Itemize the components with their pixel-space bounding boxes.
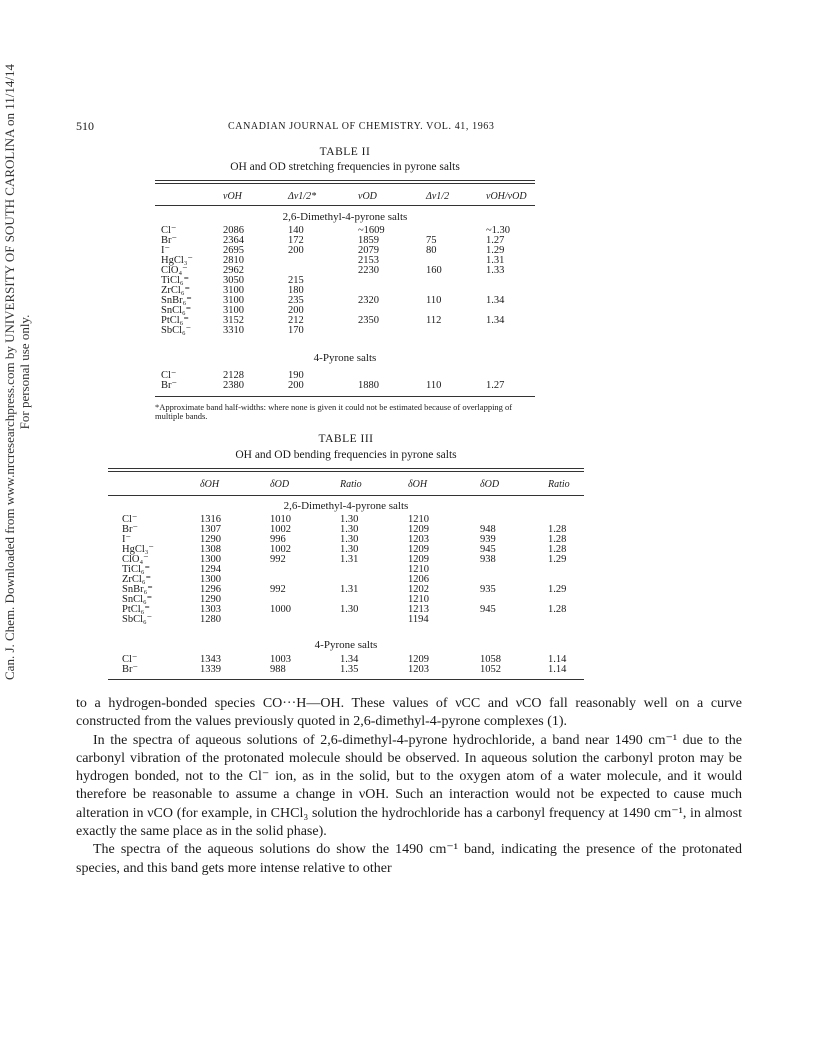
table-cell: 1290 [200,594,221,605]
row-label: SnBr₆⁼ [122,584,153,595]
table-cell: 1.33 [486,265,505,276]
table-cell: 1294 [200,564,221,575]
table-row [161,246,535,256]
table2-section-pyrone: 4-Pyrone salts [313,352,377,364]
table-row [161,256,535,266]
table2-col-header: νOD [358,191,377,202]
table-row [161,381,535,391]
table-cell [340,615,408,625]
table3-top-rule [108,468,584,472]
table-cell: 3152 [223,315,244,326]
table-cell: 1.29 [548,554,567,565]
row-label: Cl⁻ [122,514,138,525]
table-cell: 1052 [480,664,501,675]
table-cell: 200 [288,305,304,316]
table-cell: 988 [270,664,286,675]
table-cell: 1203 [408,664,429,675]
table2-title: TABLE II [319,146,371,158]
paragraph: to a hydrogen-bonded species CO···H—OH. These values of νCC and νCO fall reasonably well on a curve constructed from the values previously quoted in 2,6-dimethyl-4-pyrone complexes (1). [76,696,742,730]
table-cell: 1300 [200,554,221,565]
table-cell: 1213 [408,604,429,615]
table-cell: 1316 [200,514,221,525]
row-label: ZrCl₆⁼ [161,285,191,296]
row-label: SnBr₆⁼ [161,295,192,306]
table-cell: 1210 [408,594,429,605]
table-cell: 938 [480,554,496,565]
row-label: PtCl₆⁼ [161,315,189,326]
table3-caption: OH and OD bending frequencies in pyrone salts [235,449,457,461]
table3-body-2 [122,655,584,675]
table-cell: 1296 [200,584,221,595]
row-label: Cl⁻ [161,370,177,381]
table-cell [480,615,548,625]
table-row [122,605,584,615]
watermark-line-1: Can. J. Chem. Downloaded from www.nrcresearchpress.com by UNIVERSITY OF SOUTH CAROLINA on 11/14/14 [2,64,17,680]
table-cell: 140 [288,225,304,236]
table-cell: 1880 [358,380,379,391]
row-label: SnCl₆⁼ [161,305,192,316]
row-label: Br⁻ [122,524,139,535]
table-row [161,276,535,286]
row-label: SnCl₆⁼ [122,594,153,605]
table-cell: 1.31 [340,584,359,595]
running-head: CANADIAN JOURNAL OF CHEMISTRY. VOL. 41, 1963 [228,121,495,132]
table3-bottom-rule [108,679,584,680]
table-row [122,615,584,625]
table-cell: 1339 [200,664,221,675]
paragraph: The spectra of the aqueous solutions do show the 1490 cm⁻¹ band, indicating the presence of the protonated species, and this band gets more intense relative to other [76,842,742,876]
table-cell: 2086 [223,225,244,236]
table3-header-rule [108,495,584,496]
table-cell: 935 [480,584,496,595]
table-cell: 2695 [223,245,244,256]
table2-body-1 [161,226,535,336]
table-cell: 110 [426,380,442,391]
table-cell: 1209 [408,544,429,555]
table-cell: 1003 [270,654,291,665]
table-row [161,296,535,306]
table-cell [288,256,358,266]
table2-caption: OH and OD stretching frequencies in pyrone salts [230,161,460,173]
table-cell: 112 [426,315,442,326]
table-cell [486,326,535,336]
body-text [76,695,742,878]
row-label: ClO₄⁻ [161,265,188,276]
table-row [161,306,535,316]
table-row [122,585,584,595]
table2-footnote: *Approximate band half-widths: where none is given it could not be estimated because of overlapping of multiple bands. [155,402,513,421]
table-cell: 2320 [358,295,379,306]
table-cell: 1.14 [548,664,567,675]
table-cell: 945 [480,544,496,555]
table-cell [480,565,548,575]
row-label: SbCl₆⁻ [161,325,192,336]
table-cell: 75 [426,235,437,246]
table-row [161,236,535,246]
table-row [122,665,584,675]
table-cell: 1203 [408,534,429,545]
table2-col-header: Δν1/2* [288,191,317,202]
table-cell: 948 [480,524,496,535]
table-cell: 1.28 [548,604,567,615]
row-label: I⁻ [161,245,171,256]
table-cell [486,276,535,286]
table3-section-dimethyl: 2,6-Dimethyl-4-pyrone salts [283,500,409,512]
table-cell: 1280 [200,614,221,625]
table-cell: 1300 [200,574,221,585]
row-label: Cl⁻ [122,654,138,665]
table-cell: 1.30 [340,524,359,535]
row-label: ZrCl₆⁼ [122,574,152,585]
table-cell: 1.31 [340,554,359,565]
table2-bottom-rule [155,396,535,397]
table-cell: ~1609 [358,225,385,236]
table3-body-1 [122,515,584,625]
table-row [122,565,584,575]
row-label: Br⁻ [122,664,139,675]
row-label: TiCl₆⁼ [161,275,190,286]
table3-col-header: δOH [408,479,428,490]
table-cell: 1.14 [548,654,567,665]
table2-col-header: νOH [223,191,242,202]
row-label: PtCl₆⁼ [122,604,150,615]
table-cell: 2128 [223,370,244,381]
table-cell: 1.29 [548,584,567,595]
table-cell: 1002 [270,544,291,555]
table-cell: 170 [288,325,304,336]
table-cell: 1010 [270,514,291,525]
table-cell: 160 [426,265,442,276]
table-cell: 2380 [223,380,244,391]
table-cell: 1290 [200,534,221,545]
table-cell [548,615,584,625]
row-label: TiCl₆⁼ [122,564,151,575]
table-cell: 1209 [408,654,429,665]
table-cell [270,565,340,575]
table-cell: 2810 [223,255,244,266]
table-cell: 1.30 [340,534,359,545]
table3-title: TABLE III [318,433,374,445]
paragraph: In the spectra of aqueous solutions of 2,6-dimethyl-4-pyrone hydrochloride, a band near 1490 cm⁻¹ due to the carbonyl vibration of the protonated molecule should be observed. In aqueous solution the carbonyl proton may be hydrogen bonded, not to the Cl⁻ ion, as in the solid, but to the oxygen atom of a water molecule, and it would therefore be reasonable to assume a change in νOH. Such an interaction would not be expected to cause much alteration in νCO (for example, in CHCl₃ solution the hydrochloride has a carbonyl frequency at 1490 cm⁻¹, in almost exactly the same place as in the solid phase). [76,732,742,840]
table-cell: 1.34 [340,654,359,665]
table-cell: 1307 [200,524,221,535]
table-cell: 1194 [408,614,429,625]
table-cell: 1.34 [486,315,505,326]
table3-col-header: Ratio [548,479,570,490]
table2-body-2 [161,371,535,391]
table-cell: 2079 [358,245,379,256]
table-cell: 945 [480,604,496,615]
table-cell: 3100 [223,285,244,296]
table-cell [426,276,486,286]
table-cell: 2153 [358,255,379,266]
table-cell: 992 [270,584,286,595]
table-cell: 1.31 [486,255,505,266]
table-cell: 3100 [223,305,244,316]
table-cell: 1.27 [486,235,505,246]
table2-section-dimethyl: 2,6-Dimethyl-4-pyrone salts [282,211,408,223]
table-cell: 235 [288,295,304,306]
watermark-line-2: For personal use only. [17,314,32,430]
table-cell [270,615,340,625]
table-cell: 1.28 [548,544,567,555]
row-label: SbCl₆⁻ [122,614,153,625]
table3-header [122,480,584,490]
row-label: Cl⁻ [161,225,177,236]
table-cell: 1303 [200,604,221,615]
table-cell: 992 [270,554,286,565]
table-cell: 190 [288,370,304,381]
table-cell: 2230 [358,265,379,276]
table-cell: 1209 [408,524,429,535]
table-row [161,286,535,296]
table-cell: 215 [288,275,304,286]
table3-section-pyrone: 4-Pyrone salts [314,639,378,651]
table-row [161,266,535,276]
table-cell: 80 [426,245,437,256]
table-row [122,555,584,565]
table-cell: 3100 [223,295,244,306]
table-cell [548,565,584,575]
table-cell: 1.30 [340,544,359,555]
row-label: Br⁻ [161,380,178,391]
table3-col-header: δOD [270,479,290,490]
table-cell [358,276,426,286]
table2-col-header: Δν1/2 [426,191,450,202]
row-label: I⁻ [122,534,132,545]
table-cell: 1.29 [486,245,505,256]
table-cell [340,565,408,575]
table-cell: 2962 [223,265,244,276]
table3-col-header: δOH [200,479,220,490]
table-cell: 1002 [270,524,291,535]
table3-col-header: δOD [480,479,500,490]
table2-header [161,192,535,202]
table-cell: 996 [270,534,286,545]
row-label: ClO₄⁻ [122,554,149,565]
table2-top-rule [155,180,535,184]
table-cell: 1.28 [548,524,567,535]
table-cell: ~1.30 [486,225,511,236]
table-cell [358,326,426,336]
table-cell: 172 [288,235,304,246]
table-cell: 1308 [200,544,221,555]
table-cell: 1210 [408,514,429,525]
table-cell: 200 [288,380,304,391]
row-label: HgCl₃⁻ [161,255,193,266]
table-cell: 1206 [408,574,429,585]
table-row [161,226,535,236]
table2-header-rule [155,205,535,206]
table-row [161,371,535,381]
row-label: HgCl₃⁻ [122,544,154,555]
table-cell: 939 [480,534,496,545]
table-cell: 3310 [223,325,244,336]
table-cell: 2364 [223,235,244,246]
table-cell: 1209 [408,554,429,565]
row-label: Br⁻ [161,235,178,246]
table-cell: 180 [288,285,304,296]
table-cell: 1.27 [486,380,505,391]
table-cell: 1.30 [340,604,359,615]
table-cell: 200 [288,245,304,256]
table-cell: 1202 [408,584,429,595]
table-row [161,326,535,336]
table-cell: 2350 [358,315,379,326]
table-cell [426,326,486,336]
table-cell: 1.28 [548,534,567,545]
page-number: 510 [76,119,94,133]
table-cell: 1000 [270,604,291,615]
table-cell: 1343 [200,654,221,665]
table-cell: 1.34 [486,295,505,306]
table-cell: 212 [288,315,304,326]
download-watermark [2,64,32,680]
table2-col-header: νOH/νOD [486,191,527,202]
table-cell: 110 [426,295,442,306]
table-cell: 1210 [408,564,429,575]
table-cell: 1058 [480,654,501,665]
table-cell: 1.30 [340,514,359,525]
table-cell: 3050 [223,275,244,286]
table3-col-header: Ratio [340,479,362,490]
table-cell: 1859 [358,235,379,246]
table-cell: 1.35 [340,664,359,675]
table-row [161,316,535,326]
